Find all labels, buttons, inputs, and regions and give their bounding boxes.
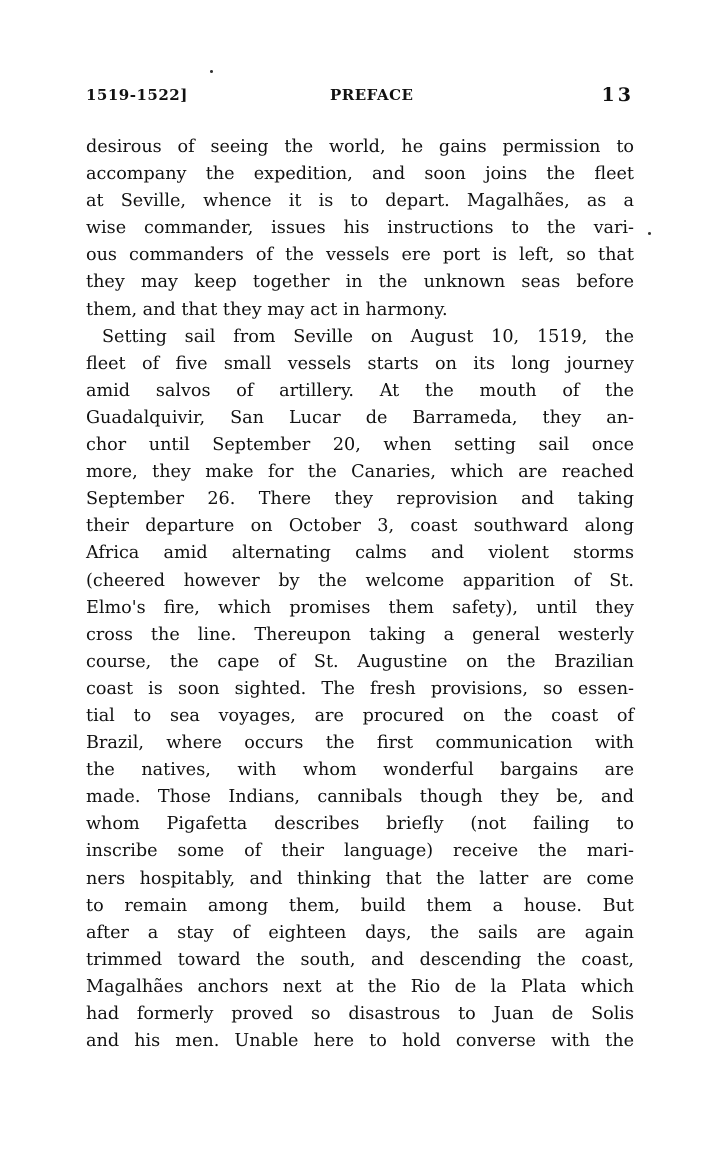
text-line: wise commander, issues his instructions to the vari- (86, 218, 634, 239)
text-line: tial to sea voyages, are procured on the coast of (86, 705, 634, 726)
text-line: coast is soon sighted. The fresh provisions, so essen- (86, 678, 634, 699)
text-line: made. Those Indians, cannibals though they be, and (86, 787, 634, 808)
text-line: Setting sail from Seville on August 10, 1519, the (102, 326, 634, 347)
text-line: accompany the expedition, and soon joins the fleet (86, 164, 634, 185)
text-line: after a stay of eighteen days, the sails are again (86, 922, 634, 943)
text-line: they may keep together in the unknown seas before (86, 272, 634, 293)
running-head-title: PREFACE (330, 86, 414, 104)
text-line: Africa amid alternating calms and violent storms (86, 543, 634, 564)
text-line: fleet of five small vessels starts on its long journey (86, 353, 634, 374)
body-text (86, 134, 634, 1055)
print-speck (648, 232, 651, 235)
running-head (86, 86, 634, 110)
text-line: desirous of seeing the world, he gains permission to (86, 137, 634, 157)
text-line: inscribe some of their language) receive the mari- (86, 841, 634, 862)
print-speck (210, 70, 213, 73)
text-line: them, and that they may act in harmony. (86, 299, 448, 320)
text-line: ous commanders of the vessels ere port is left, so that (86, 245, 634, 266)
text-line: Elmo's fire, which promises them safety), until they (86, 597, 634, 618)
text-line: amid salvos of artillery. At the mouth of the (86, 380, 634, 401)
text-line: chor until September 20, when setting sail once (86, 435, 634, 456)
page-number: 13 (601, 84, 634, 106)
text-line: Magalhães anchors next at the Rio de la Plata which (86, 976, 634, 997)
text-line: to remain among them, build them a house. But (86, 895, 634, 916)
text-line: cross the line. Thereupon taking a general westerly (86, 624, 634, 645)
text-line: had formerly proved so disastrous to Juan de Solis (86, 1004, 634, 1024)
text-line: Brazil, where occurs the first communication with (86, 733, 634, 754)
text-line: and his men. Unable here to hold converse with the (86, 1031, 634, 1052)
text-line: September 26. There they reprovision and taking (86, 489, 634, 510)
text-line: trimmed toward the south, and descending the coast, (86, 949, 634, 970)
text-line: at Seville, whence it is to depart. Magalhães, as a (86, 191, 634, 212)
text-line: their departure on October 3, coast southward along (86, 516, 634, 537)
text-line: course, the cape of St. Augustine on the Brazilian (86, 651, 634, 672)
text-line: whom Pigafetta describes briefly (not failing to (86, 814, 634, 835)
text-line: Guadalquivir, San Lucar de Barrameda, they an- (86, 407, 634, 428)
text-line: ners hospitably, and thinking that the latter are come (86, 868, 634, 889)
running-head-years: 1519-1522] (86, 86, 188, 104)
text-line: more, they make for the Canaries, which are reached (86, 462, 634, 483)
text-line: (cheered however by the welcome apparition of St. (86, 570, 634, 591)
text-line: the natives, with whom wonderful bargains are (86, 760, 634, 781)
